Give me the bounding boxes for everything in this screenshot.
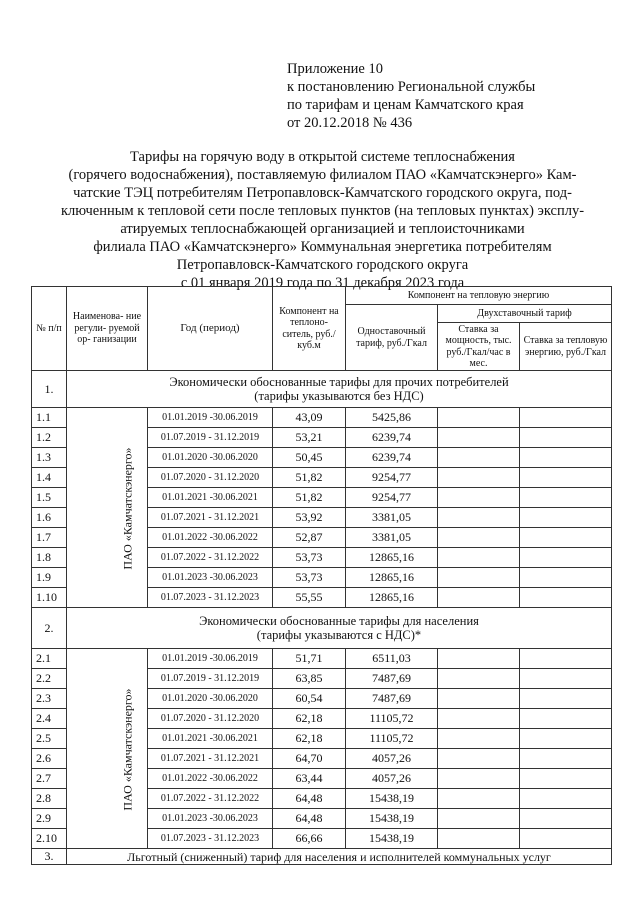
row-energy-rate	[520, 448, 612, 468]
row-period: 01.07.2022 - 31.12.2022	[148, 548, 273, 568]
row-capacity	[438, 789, 520, 809]
row-energy-rate	[520, 729, 612, 749]
org-name: ПАО «Камчатскэнерго»	[120, 687, 135, 811]
row-carrier: 64,70	[273, 749, 346, 769]
row-capacity	[438, 809, 520, 829]
appendix-line: Приложение 10	[287, 61, 383, 77]
row-capacity	[438, 709, 520, 729]
row-capacity	[438, 428, 520, 448]
row-capacity	[438, 568, 520, 588]
row-capacity	[438, 829, 520, 849]
title-line: чатские ТЭЦ потребителям Петропавловск-Камчатского городского округа, под-	[73, 185, 572, 201]
row-capacity	[438, 488, 520, 508]
row-capacity	[438, 448, 520, 468]
row-num: 2.5	[32, 729, 67, 749]
row-period: 01.01.2021 -30.06.2021	[148, 488, 273, 508]
row-carrier: 50,45	[273, 448, 346, 468]
row-single: 12865,16	[346, 588, 438, 608]
row-num: 1.5	[32, 488, 67, 508]
row-energy-rate	[520, 689, 612, 709]
row-capacity	[438, 649, 520, 669]
row-energy-rate	[520, 548, 612, 568]
row-period: 01.01.2020 -30.06.2020	[148, 448, 273, 468]
row-num: 1.7	[32, 528, 67, 548]
row-num: 1.6	[32, 508, 67, 528]
title-line: атируемых теплоснабжающей организацией и теплоисточниками	[120, 221, 525, 237]
row-energy-rate	[520, 769, 612, 789]
header-carrier: Компонент на теплоно- ситель, руб./куб.м	[273, 287, 346, 371]
section-title: Льготный (сниженный) тариф для населения и исполнителей коммунальных услуг	[67, 849, 612, 865]
org-name: ПАО «Камчатскэнерго»	[120, 446, 135, 570]
title-line: с 01 января 2019 года по 31 декабря 2023 года	[180, 275, 465, 291]
row-num: 2.7	[32, 769, 67, 789]
row-single: 12865,16	[346, 548, 438, 568]
row-carrier: 64,48	[273, 809, 346, 829]
row-capacity	[438, 548, 520, 568]
row-num: 1.8	[32, 548, 67, 568]
row-num: 2.9	[32, 809, 67, 829]
header-num: № п/п	[32, 287, 67, 371]
row-period: 01.07.2023 - 31.12.2023	[148, 588, 273, 608]
title-line: Тарифы на горячую воду в открытой системе теплоснабжения	[130, 149, 515, 165]
row-capacity	[438, 408, 520, 428]
table-row	[32, 649, 612, 669]
section-title	[67, 371, 612, 408]
row-period: 01.07.2022 - 31.12.2022	[148, 789, 273, 809]
header-capacity: Ставка за мощность, тыс. руб./Гкал/час в мес.	[438, 323, 520, 371]
row-carrier: 55,55	[273, 588, 346, 608]
title-line: филиала ПАО «Камчатскэнерго» Коммунальная энергетика потребителям	[93, 239, 552, 255]
row-period: 01.07.2023 - 31.12.2023	[148, 829, 273, 849]
row-single: 15438,19	[346, 809, 438, 829]
section-num: 1.	[32, 371, 67, 408]
row-single: 6511,03	[346, 649, 438, 669]
title-line: Петропавловск-Камчатского городского округа	[176, 257, 469, 273]
section-num: 3.	[32, 849, 67, 865]
header-single: Одноставочный тариф, руб./Гкал	[346, 305, 438, 371]
row-period: 01.01.2019 -30.06.2019	[148, 649, 273, 669]
row-energy-rate	[520, 508, 612, 528]
header-energy-rate: Ставка за тепловую энергию, руб./Гкал	[520, 323, 612, 371]
row-single: 15438,19	[346, 829, 438, 849]
row-period: 01.01.2020 -30.06.2020	[148, 689, 273, 709]
row-num: 1.9	[32, 568, 67, 588]
org-name-cell	[67, 649, 148, 849]
row-num: 1.10	[32, 588, 67, 608]
section-title-line: (тарифы указываются с НДС)*	[256, 628, 422, 642]
row-energy-rate	[520, 588, 612, 608]
row-period: 01.07.2020 - 31.12.2020	[148, 709, 273, 729]
row-capacity	[438, 669, 520, 689]
row-capacity	[438, 729, 520, 749]
row-carrier: 51,82	[273, 468, 346, 488]
title-line: (горячего водоснабжения), поставляемую филиалом ПАО «Камчатскэнерго» Кам-	[68, 167, 577, 183]
row-period: 01.07.2020 - 31.12.2020	[148, 468, 273, 488]
row-period: 01.01.2023 -30.06.2023	[148, 809, 273, 829]
row-single: 6239,74	[346, 448, 438, 468]
row-energy-rate	[520, 488, 612, 508]
section-num: 2.	[32, 608, 67, 649]
row-capacity	[438, 769, 520, 789]
row-period: 01.07.2021 - 31.12.2021	[148, 508, 273, 528]
header-energy: Компонент на тепловую энергию	[346, 287, 612, 305]
row-energy-rate	[520, 829, 612, 849]
row-period: 01.01.2019 -30.06.2019	[148, 408, 273, 428]
row-energy-rate	[520, 669, 612, 689]
row-period: 01.07.2019 - 31.12.2019	[148, 669, 273, 689]
row-single: 12865,16	[346, 568, 438, 588]
row-carrier: 63,85	[273, 669, 346, 689]
row-carrier: 53,73	[273, 548, 346, 568]
row-num: 1.2	[32, 428, 67, 448]
row-carrier: 43,09	[273, 408, 346, 428]
row-period: 01.01.2022 -30.06.2022	[148, 769, 273, 789]
row-energy-rate	[520, 468, 612, 488]
header-two-part: Двухставочный тариф	[438, 305, 612, 323]
row-period: 01.01.2022 -30.06.2022	[148, 528, 273, 548]
row-single: 4057,26	[346, 749, 438, 769]
row-energy-rate	[520, 528, 612, 548]
row-carrier: 53,21	[273, 428, 346, 448]
row-num: 2.4	[32, 709, 67, 729]
appendix-reference	[287, 60, 535, 132]
row-single: 3381,05	[346, 508, 438, 528]
appendix-line: от 20.12.2018 № 436	[287, 115, 413, 131]
section-title-line: Экономически обоснованные тарифы для населения	[199, 614, 479, 628]
row-carrier: 52,87	[273, 528, 346, 548]
row-energy-rate	[520, 408, 612, 428]
row-carrier: 63,44	[273, 769, 346, 789]
row-period: 01.01.2021 -30.06.2021	[148, 729, 273, 749]
row-num: 1.3	[32, 448, 67, 468]
section-title	[67, 608, 612, 649]
header-org: Наименова- ние регули- руемой ор- ганизации	[67, 287, 148, 371]
row-capacity	[438, 528, 520, 548]
row-capacity	[438, 749, 520, 769]
appendix-line: по тарифам и ценам Камчатского края	[287, 97, 524, 113]
row-single: 11105,72	[346, 729, 438, 749]
org-name-cell	[67, 408, 148, 608]
row-num: 2.3	[32, 689, 67, 709]
document-title	[30, 148, 615, 292]
row-num: 2.8	[32, 789, 67, 809]
row-single: 9254,77	[346, 488, 438, 508]
title-line: ключенным к тепловой сети после тепловых пунктов (на тепловых пунктах) эксплу-	[60, 203, 585, 219]
row-period: 01.07.2021 - 31.12.2021	[148, 749, 273, 769]
row-energy-rate	[520, 568, 612, 588]
row-num: 2.6	[32, 749, 67, 769]
row-single: 15438,19	[346, 789, 438, 809]
row-carrier: 53,73	[273, 568, 346, 588]
row-single: 7487,69	[346, 689, 438, 709]
row-energy-rate	[520, 809, 612, 829]
section-title-line: Экономически обоснованные тарифы для прочих потребителей	[169, 375, 509, 389]
row-carrier: 53,92	[273, 508, 346, 528]
row-energy-rate	[520, 428, 612, 448]
row-carrier: 64,48	[273, 789, 346, 809]
row-energy-rate	[520, 649, 612, 669]
row-single: 4057,26	[346, 769, 438, 789]
row-single: 7487,69	[346, 669, 438, 689]
row-energy-rate	[520, 749, 612, 769]
row-single: 5425,86	[346, 408, 438, 428]
row-energy-rate	[520, 709, 612, 729]
row-carrier: 62,18	[273, 729, 346, 749]
row-period: 01.01.2023 -30.06.2023	[148, 568, 273, 588]
row-carrier: 60,54	[273, 689, 346, 709]
header-period: Год (период)	[148, 287, 273, 371]
row-single: 9254,77	[346, 468, 438, 488]
row-energy-rate	[520, 789, 612, 809]
row-num: 2.1	[32, 649, 67, 669]
table-row	[32, 408, 612, 428]
row-num: 2.2	[32, 669, 67, 689]
row-num: 1.1	[32, 408, 67, 428]
row-capacity	[438, 508, 520, 528]
row-carrier: 51,82	[273, 488, 346, 508]
row-carrier: 51,71	[273, 649, 346, 669]
row-num: 1.4	[32, 468, 67, 488]
row-carrier: 62,18	[273, 709, 346, 729]
row-num: 2.10	[32, 829, 67, 849]
row-single: 3381,05	[346, 528, 438, 548]
row-capacity	[438, 588, 520, 608]
row-capacity	[438, 689, 520, 709]
section-title-line: (тарифы указываются без НДС)	[254, 389, 424, 403]
row-single: 6239,74	[346, 428, 438, 448]
row-carrier: 66,66	[273, 829, 346, 849]
row-capacity	[438, 468, 520, 488]
tariff-table	[31, 286, 612, 865]
appendix-line: к постановлению Региональной службы	[287, 79, 536, 95]
row-period: 01.07.2019 - 31.12.2019	[148, 428, 273, 448]
row-single: 11105,72	[346, 709, 438, 729]
